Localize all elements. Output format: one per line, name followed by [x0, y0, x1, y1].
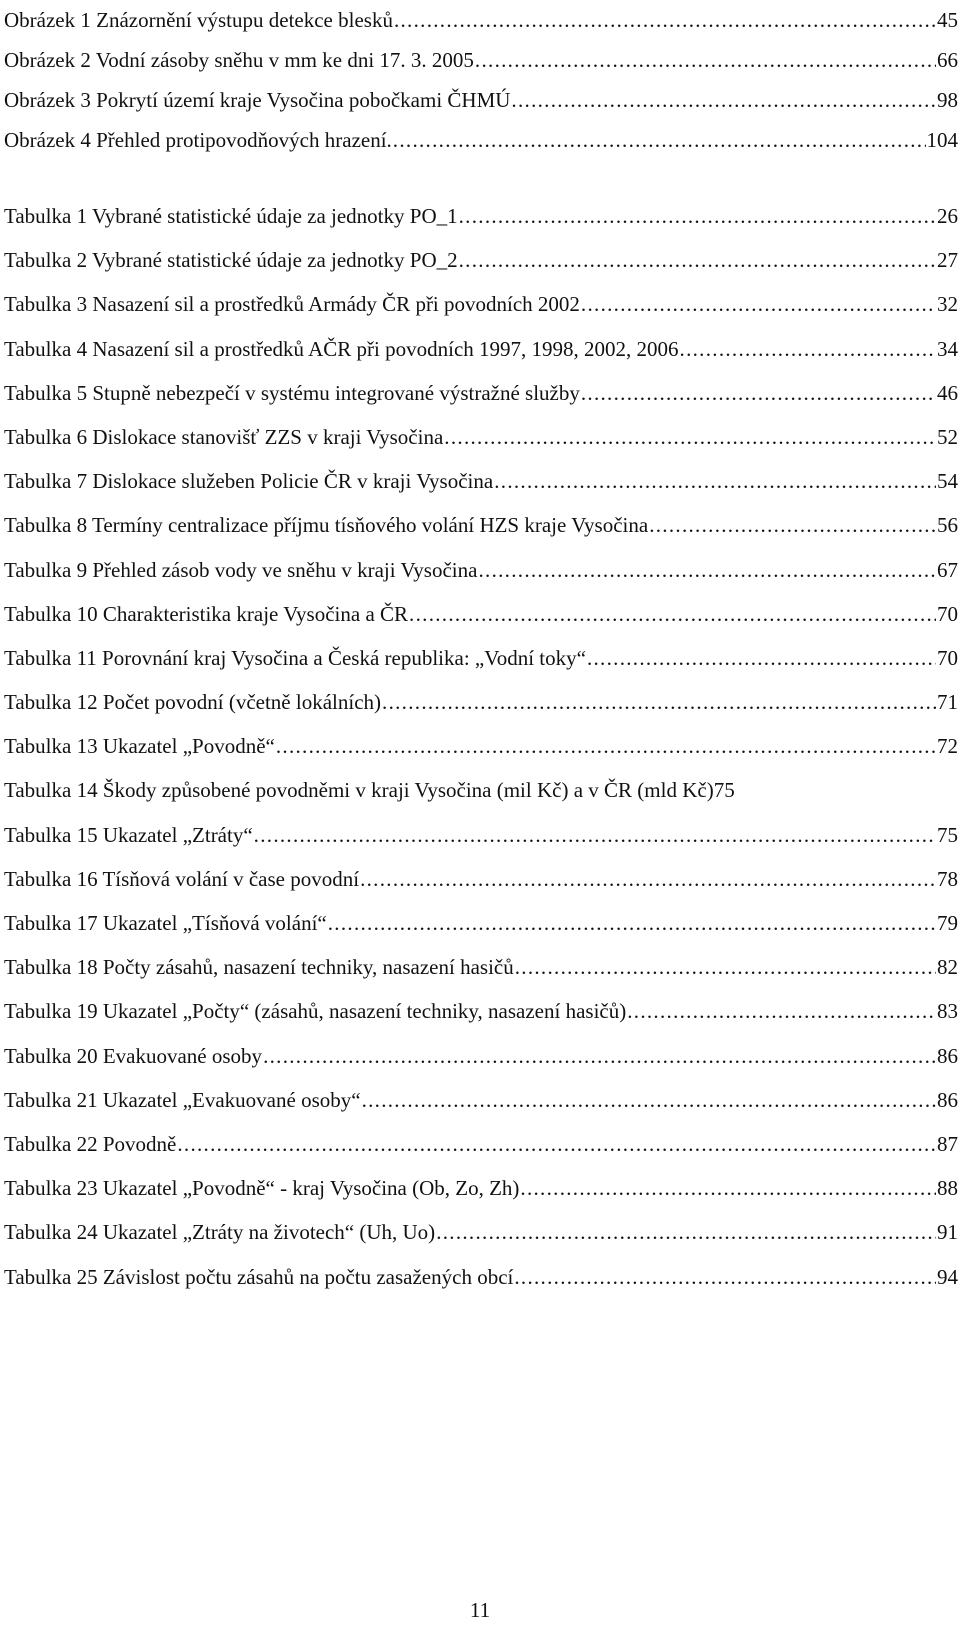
- dot-leader: [254, 813, 936, 857]
- toc-entry-page: 46: [937, 380, 958, 405]
- toc-entry[interactable]: [4, 768, 958, 812]
- toc-entry-page: 86: [937, 1043, 958, 1068]
- toc-entry-title: Tabulka 15 Ukazatel „Ztráty“: [4, 822, 253, 847]
- toc-entry-page: 26: [937, 204, 958, 228]
- toc-entry-page: 78: [937, 866, 958, 891]
- toc-entry-page: 54: [937, 469, 958, 494]
- toc-entry[interactable]: [4, 592, 958, 636]
- toc-entry[interactable]: [4, 901, 958, 945]
- toc-entry-page: 52: [937, 424, 958, 449]
- toc-entry-title: Tabulka 8 Termíny centralizace příjmu tísňového volání HZS kraje Vysočina: [4, 513, 649, 538]
- toc-entry[interactable]: [4, 0, 958, 40]
- toc-entry[interactable]: [4, 327, 958, 371]
- toc-entry-title: Tabulka 7 Dislokace služeben Policie ČR v kraji Vysočina: [4, 469, 494, 494]
- dot-leader: [382, 680, 936, 724]
- toc-entry-title: Tabulka 1 Vybrané statistické údaje za jednotky PO_1: [4, 204, 458, 228]
- list-of-tables: [4, 194, 958, 1299]
- toc-entry-page: 75: [937, 822, 958, 847]
- toc-entry-title: Obrázek 3 Pokrytí území kraje Vysočina pobočkami ČHMÚ: [4, 88, 511, 112]
- toc-entry-title: Tabulka 18 Počty zásahů, nasazení techniky, nasazení hasičů: [4, 955, 514, 980]
- dot-leader: [515, 945, 936, 989]
- toc-entry[interactable]: [4, 1255, 958, 1299]
- toc-entry-title: Tabulka 12 Počet povodní (včetně lokálních): [4, 690, 382, 715]
- toc-entry-title: Tabulka 4 Nasazení sil a prostředků AČR při povodních 1997, 1998, 2002, 2006: [4, 336, 679, 361]
- toc-entry[interactable]: [4, 857, 958, 901]
- toc-entry-page: 27: [937, 248, 958, 273]
- toc-entry-page: 83: [937, 999, 958, 1024]
- dot-leader: [394, 0, 936, 40]
- dot-leader: [478, 548, 936, 592]
- dot-leader: [511, 80, 936, 120]
- toc-entry[interactable]: [4, 945, 958, 989]
- toc-entry-title: Tabulka 13 Ukazatel „Povodně“: [4, 734, 275, 759]
- toc-entry-title: Tabulka 19 Ukazatel „Počty“ (zásahů, nasazení techniky, nasazení hasičů): [4, 999, 627, 1024]
- toc-entry-title: Tabulka 3 Nasazení sil a prostředků Armády ČR při povodních 2002: [4, 292, 580, 317]
- toc-entry[interactable]: [4, 1122, 958, 1166]
- toc-entry-page: 86: [937, 1087, 958, 1112]
- dot-leader: [177, 1122, 936, 1166]
- toc-entry-page: 45: [937, 8, 958, 32]
- toc-entry-title: Tabulka 16 Tísňová volání v čase povodní: [4, 866, 360, 891]
- toc-entry[interactable]: [4, 120, 958, 160]
- toc-entry-page: 79: [937, 911, 958, 935]
- dot-leader: [328, 901, 936, 945]
- toc-entry[interactable]: [4, 80, 958, 120]
- dot-leader: [581, 282, 936, 326]
- dot-leader: [627, 989, 936, 1033]
- toc-entry-page: 56: [937, 513, 958, 538]
- dot-leader: [514, 1255, 936, 1299]
- toc-entry-title: Obrázek 1 Znázornění výstupu detekce blesků: [4, 8, 393, 32]
- toc-entry[interactable]: [4, 1166, 958, 1210]
- toc-entry[interactable]: [4, 680, 958, 724]
- dot-leader: [475, 40, 936, 80]
- toc-entry-page: 104: [926, 128, 958, 152]
- dot-leader: [362, 1078, 936, 1122]
- toc-entry-title: Tabulka 11 Porovnání kraj Vysočina a Česká republika: „Vodní toky“: [4, 645, 586, 670]
- dot-leader: [263, 1034, 936, 1078]
- dot-leader: [360, 857, 936, 901]
- toc-entry[interactable]: [4, 989, 958, 1033]
- list-of-figures: [4, 0, 958, 160]
- dot-leader: [581, 371, 936, 415]
- toc-entry-title: Obrázek 2 Vodní zásoby sněhu v mm ke dni 17. 3. 2005: [4, 48, 474, 72]
- toc-entry[interactable]: [4, 636, 958, 680]
- toc-entry-title: Tabulka 5 Stupně nebezpečí v systému integrované výstražné služby: [4, 380, 580, 405]
- dot-leader: [444, 415, 936, 459]
- toc-entry-title: Tabulka 24 Ukazatel „Ztráty na životech“ (Uh, Uo): [4, 1220, 436, 1245]
- toc-entry[interactable]: [4, 503, 958, 547]
- toc-entry[interactable]: [4, 1210, 958, 1254]
- toc-entry-page: 87: [937, 1131, 958, 1156]
- toc-entry-title: Tabulka 23 Ukazatel „Povodně“ - kraj Vysočina (Ob, Zo, Zh): [4, 1176, 520, 1201]
- dot-leader: [520, 1166, 936, 1210]
- toc-entry-page: 72: [937, 734, 958, 759]
- dot-leader: [459, 194, 936, 238]
- toc-entry-title: Tabulka 6 Dislokace stanovišť ZZS v kraji Vysočina: [4, 424, 444, 449]
- toc-entry-page: 70: [937, 601, 958, 626]
- toc-entry[interactable]: [4, 238, 958, 282]
- toc-entry-title: Tabulka 2 Vybrané statistické údaje za jednotky PO_2: [4, 248, 458, 273]
- toc-entry-page: 34: [937, 336, 958, 361]
- toc-entry-page: 71: [937, 690, 958, 715]
- page-number: 11: [469, 1598, 491, 1622]
- toc-entry-title: Tabulka 20 Evakuované osoby: [4, 1043, 263, 1068]
- toc-entry[interactable]: [4, 194, 958, 238]
- dot-leader: [587, 636, 936, 680]
- toc-entry[interactable]: [4, 724, 958, 768]
- toc-entry[interactable]: [4, 415, 958, 459]
- toc-entry-page: 94: [937, 1264, 958, 1289]
- toc-entry[interactable]: [4, 1034, 958, 1078]
- toc-entry-title: Tabulka 22 Povodně: [4, 1131, 177, 1156]
- toc-entry-title: Tabulka 21 Ukazatel „Evakuované osoby“: [4, 1087, 361, 1112]
- dot-leader: [680, 327, 936, 371]
- toc-entry-page: 75: [713, 778, 735, 803]
- toc-entry-page: 70: [937, 645, 958, 670]
- dot-leader: [276, 724, 936, 768]
- toc-entry-page: 66: [937, 48, 958, 72]
- toc-entry-page: 67: [937, 557, 958, 582]
- toc-entry-page: 32: [937, 292, 958, 317]
- toc-entry[interactable]: [4, 282, 958, 326]
- dot-leader: [409, 592, 936, 636]
- dot-leader: [393, 120, 926, 160]
- dot-leader: [459, 238, 936, 282]
- dot-leader: [436, 1210, 936, 1254]
- toc-entry-page: 88: [937, 1176, 958, 1201]
- dot-leader: [649, 503, 936, 547]
- toc-entry[interactable]: [4, 459, 958, 503]
- toc-entry[interactable]: [4, 371, 958, 415]
- toc-entry[interactable]: [4, 548, 958, 592]
- dot-leader: [494, 459, 936, 503]
- toc-entry[interactable]: [4, 1078, 958, 1122]
- toc-entry-title: Tabulka 17 Ukazatel „Tísňová volání“: [4, 911, 327, 935]
- toc-entry-page: 91: [937, 1220, 958, 1245]
- toc-entry[interactable]: [4, 813, 958, 857]
- toc-entry-title: Tabulka 9 Přehled zásob vody ve sněhu v kraji Vysočina: [4, 557, 478, 582]
- toc-entry-title: Tabulka 14 Škody způsobené povodněmi v kraji Vysočina (mil Kč) a v ČR (mld Kč): [4, 778, 714, 803]
- toc-entry-page: 98: [937, 88, 958, 112]
- toc-entry[interactable]: [4, 40, 958, 80]
- toc-entry-title: Obrázek 4 Přehled protipovodňových hrazení.: [4, 128, 392, 152]
- toc-entry-title: Tabulka 25 Závislost počtu zásahů na počtu zasažených obcí: [4, 1264, 514, 1289]
- toc-entry-page: 82: [937, 955, 958, 980]
- toc-entry-title: Tabulka 10 Charakteristika kraje Vysočina a ČR: [4, 601, 409, 626]
